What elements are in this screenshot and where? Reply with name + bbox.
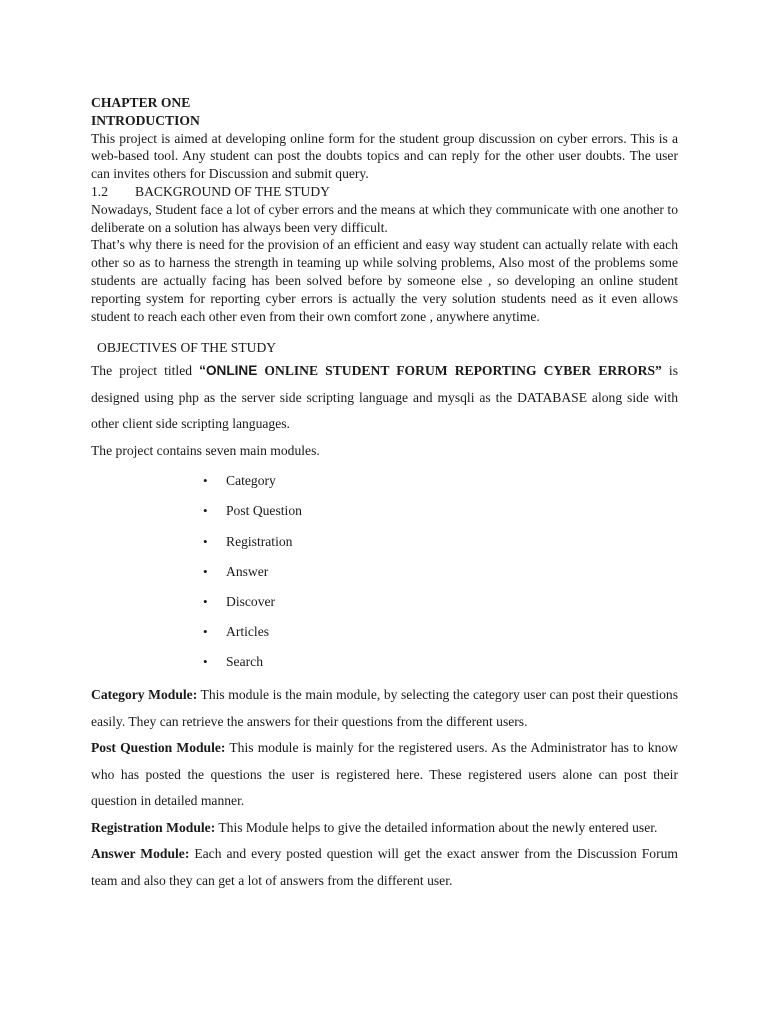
list-item (91, 557, 678, 587)
list-item (91, 527, 678, 557)
module-name: Discover (226, 593, 276, 609)
category-module-text: This module is the main module, by selecting the category user can post their questions easily. They can retrieve the answers for their questions from the different users. (91, 687, 678, 729)
background-number: 1.2 (91, 183, 108, 199)
bullet-icon: • (203, 473, 208, 489)
list-item (91, 496, 678, 526)
bullet-icon: • (203, 654, 208, 670)
module-list (91, 466, 678, 677)
list-item (91, 647, 678, 677)
module-name: Post Question (226, 503, 302, 519)
list-item (91, 617, 678, 647)
post-question-module-paragraph (91, 735, 678, 815)
category-module-label: Category Module: (91, 687, 198, 703)
background-title: BACKGROUND OF THE STUDY (135, 183, 330, 199)
post-question-module-text: This module is mainly for the registered users. As the Administrator has to know who has posted the questions the user is registered here. These registered users alone can post their question in detailed manner. (91, 740, 678, 809)
project-title-rest: ONLINE STUDENT FORUM REPORTING CYBER ERRORS” (257, 363, 662, 379)
chapter-heading: CHAPTER ONE (91, 95, 191, 110)
registration-module-paragraph (91, 815, 678, 842)
bullet-icon: • (203, 593, 208, 609)
module-name: Registration (226, 533, 293, 549)
objectives-p1-end: is designed using php as the server side scripting language and mysqli as the DATABASE along side with other client side scripting languages. (91, 363, 678, 432)
bullet-icon: • (203, 624, 208, 640)
registration-module-label: Registration Module: (91, 819, 216, 835)
answer-module-paragraph (91, 841, 678, 894)
section-heading: INTRODUCTION (91, 112, 200, 128)
module-name: Articles (226, 624, 270, 640)
document-body (91, 94, 678, 894)
project-title-first-word: “ONLINE (199, 363, 258, 379)
registration-module-text: This Module helps to give the detailed information about the newly entered user. (215, 819, 658, 835)
background-heading (91, 183, 678, 201)
list-item (91, 466, 678, 496)
intro-paragraph: This project is aimed at developing online form for the student group discussion on cyber errors. This is a web-based tool. Any student can post the doubts topics and can reply for the other user doubts. The user can invites others for Discussion and submit query. (91, 130, 678, 182)
category-module-paragraph (91, 682, 678, 735)
list-item (91, 587, 678, 617)
module-name: Category (226, 473, 276, 489)
post-question-module-label: Post Question Module: (91, 740, 226, 756)
objectives-p1-start: The project titled (91, 363, 200, 379)
answer-module-text: Each and every posted question will get the exact answer from the Discussion Forum team and also they can get a lot of answers from the different user. (91, 846, 678, 888)
module-name: Answer (226, 563, 269, 579)
background-paragraph-1: Nowadays, Student face a lot of cyber errors and the means at which they communicate with one another to deliberate on a solution has always been very difficult. (91, 201, 678, 235)
bullet-icon: • (203, 533, 208, 549)
bullet-icon: • (203, 563, 208, 579)
bullet-icon: • (203, 503, 208, 519)
module-name: Search (226, 654, 263, 670)
background-paragraph-2: That’s why there is need for the provision of an efficient and easy way student can actually relate with each other so as to harness the strength in teaming up while solving problems, Also most of the problems some students are actually facing has been solved before by someone else , so developing an online student reporting system for reporting cyber errors is actually the very solution students need as it even allows student to reach each other even from their own comfort zone , anywhere anytime. (91, 237, 678, 324)
objectives-heading: OBJECTIVES OF THE STUDY (97, 340, 277, 356)
answer-module-label: Answer Module: (91, 846, 190, 862)
objectives-paragraph-2: The project contains seven main modules. (91, 442, 320, 458)
objectives-paragraph-1 (91, 358, 678, 438)
